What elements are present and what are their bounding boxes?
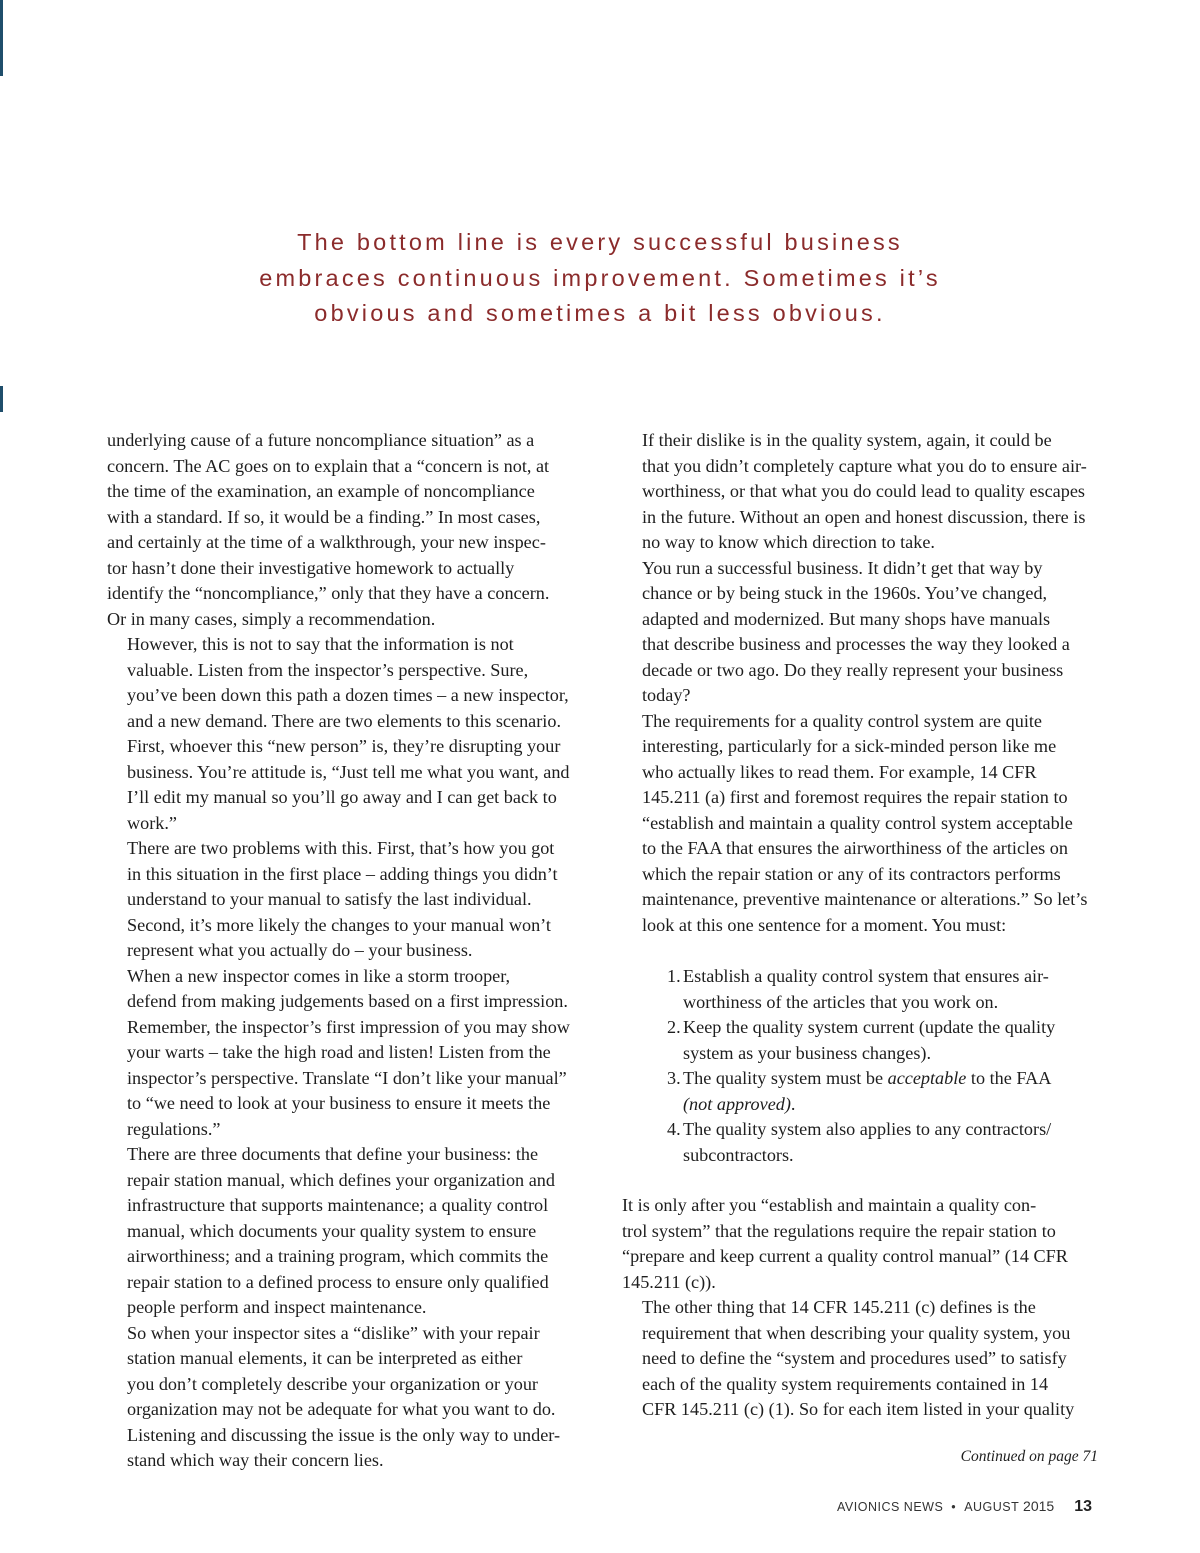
paragraph [107, 1321, 593, 1474]
text-line: the time of the examination, an example of noncompliance [107, 481, 535, 501]
text-line: “establish and maintain a quality control system acceptable [642, 812, 1073, 833]
paragraph [107, 632, 593, 836]
text-line: adapted and modernized. But many shops have manuals [642, 608, 1051, 629]
text-line: 145.211 (c)). [622, 1271, 716, 1292]
right-column [622, 428, 1108, 1423]
text-line: maintenance, preventive maintenance or alterations.” So let’s [642, 889, 1088, 909]
requirements-list [622, 964, 1108, 1168]
list-item: 4. The quality system also applies to any contractors/ subcontractors. [667, 1119, 1052, 1165]
text-line: manual, which documents your quality system to ensure [127, 1220, 537, 1241]
text-line: airworthiness; and a training program, which commits the [127, 1246, 549, 1266]
text-line: Remember, the inspector’s first impression of you may show [127, 1016, 570, 1037]
publication-name: AVIONICS NEWS [837, 1500, 944, 1514]
paragraph [107, 964, 593, 1143]
text-line: When a new inspector comes in like a storm trooper, [127, 965, 511, 986]
text-line: understand to your manual to satisfy the last individual. [127, 889, 532, 909]
text-line: repair station to a defined process to ensure only qualified [127, 1271, 549, 1292]
text-line: decade or two ago. Do they really represent your business [642, 659, 1064, 680]
text-line: station manual elements, it can be interpreted as either [127, 1348, 523, 1368]
text-line: Listening and discussing the issue is the only way to under- [127, 1424, 561, 1445]
text-line: regulations.” [127, 1118, 221, 1139]
text-line: interesting, particularly for a sick-minded person like me [642, 736, 1057, 756]
continued-note: Continued on page 71 [960, 1448, 1098, 1465]
text-line: infrastructure that supports maintenance; a quality control [127, 1195, 549, 1215]
list-item: 1. Establish a quality control system that ensures air- worthiness of the articles that you work on. [667, 966, 1049, 1012]
pull-quote-line: The bottom line is every successful business [297, 229, 903, 255]
text-line: no way to know which direction to take. [642, 532, 935, 552]
text-line: valuable. Listen from the inspector’s perspective. Sure, [127, 659, 529, 680]
text-line: worthiness, or that what you do could lead to quality escapes [642, 481, 1085, 501]
text-line: who actually likes to read them. For example, 14 CFR [642, 761, 1037, 782]
paragraph [622, 1193, 1108, 1295]
text-line: stand which way their concern lies. [127, 1450, 384, 1470]
text-line: organization may not be adequate for what you want to do. [127, 1399, 556, 1419]
list-item-number: 4. [667, 1119, 681, 1139]
text-line: business. You’re attitude is, “Just tell me what you want, and [127, 761, 570, 782]
edge-marker-middle [0, 386, 3, 412]
text-line: However, this is not to say that the information is not [127, 634, 514, 654]
paragraph [107, 428, 593, 632]
paragraph [107, 836, 593, 964]
text-line: that you didn’t completely capture what you do to ensure air- [642, 455, 1087, 476]
list-item: 2. Keep the quality system current (update the quality system as your business changes). [667, 1017, 1056, 1063]
issue-month: AUGUST [964, 1500, 1020, 1514]
text-line: You run a successful business. It didn’t get that way by [642, 557, 1043, 578]
paragraph [622, 428, 1108, 556]
pull-quote-line: obvious and sometimes a bit less obvious. [314, 300, 886, 326]
pull-quote-line: embraces continuous improvement. Sometimes it’s [259, 264, 941, 291]
text-line: inspector’s perspective. Translate “I don’t like your manual” [127, 1067, 567, 1088]
text-line: underlying cause of a future noncompliance situation” as a [107, 430, 535, 450]
text-line: Second, it’s more likely the changes to your manual won’t [127, 914, 551, 935]
text-line: look at this one sentence for a moment. You must: [642, 914, 1007, 935]
text-line: to “we need to look at your business to ensure it meets the [127, 1093, 551, 1113]
text-line: and certainly at the time of a walkthrough, your new inspec- [107, 532, 546, 552]
list-item-number: 3. [667, 1068, 681, 1088]
text-line: The requirements for a quality control system are quite [642, 710, 1042, 731]
page-number: 13 [1074, 1498, 1092, 1515]
text-line: that describe business and processes the way they looked a [642, 634, 1070, 654]
text-line: repair station manual, which defines your organization and [127, 1169, 555, 1190]
text-line: So when your inspector sites a “dislike” with your repair [127, 1322, 540, 1343]
text-line: trol system” that the regulations require the repair station to [622, 1220, 1056, 1241]
text-line: The other thing that 14 CFR 145.211 (c) defines is the [642, 1297, 1036, 1317]
edge-marker-top [0, 0, 3, 76]
pull-quote [240, 225, 960, 332]
text-line: There are three documents that define your business: the [127, 1144, 539, 1164]
bullet-separator: • [951, 1500, 957, 1514]
text-line: work.” [127, 812, 177, 833]
text-line: It is only after you “establish and maintain a quality con- [622, 1195, 1037, 1215]
paragraph [622, 556, 1108, 709]
text-line: your warts – take the high road and listen! Listen from the [127, 1042, 551, 1062]
text-line: defend from making judgements based on a first impression. [127, 991, 568, 1011]
list-item: 3. The quality system must be acceptable to the FAA (not approved). [667, 1068, 1052, 1114]
text-line: represent what you actually do – your business. [127, 940, 473, 960]
text-line: you’ve been down this path a dozen times – a new inspector, [127, 685, 569, 705]
text-line: I’ll edit my manual so you’ll go away and I can get back to [127, 787, 557, 807]
text-line: today? [642, 685, 691, 705]
list-item-number: 1. [667, 966, 681, 986]
text-line: “prepare and keep current a quality control manual” (14 CFR [622, 1246, 1068, 1266]
list-item-number: 2. [667, 1017, 681, 1037]
text-line: in this situation in the first place – adding things you didn’t [127, 863, 558, 884]
issue-year: 2015 [1023, 1498, 1055, 1514]
text-line: 145.211 (a) first and foremost requires the repair station to [642, 787, 1068, 807]
text-line: need to define the “system and procedures used” to satisfy [642, 1348, 1067, 1368]
text-line: and a new demand. There are two elements to this scenario. [127, 710, 561, 731]
text-line: to the FAA that ensures the airworthiness of the articles on [642, 838, 1068, 858]
text-line: identify the “noncompliance,” only that they have a concern. [107, 583, 550, 603]
text-line: There are two problems with this. First, that’s how you got [127, 838, 555, 858]
text-line: If their dislike is in the quality system, again, it could be [642, 430, 1052, 450]
text-line: you don’t completely describe your organization or your [127, 1373, 538, 1394]
text-line: CFR 145.211 (c) (1). So for each item listed in your quality [642, 1399, 1075, 1419]
text-line: requirement that when describing your quality system, you [642, 1322, 1071, 1343]
paragraph [622, 709, 1108, 939]
text-line: Or in many cases, simply a recommendation. [107, 608, 436, 629]
text-line: with a standard. If so, it would be a finding.” In most cases, [107, 506, 541, 527]
paragraph [107, 1142, 593, 1321]
text-line: tor hasn’t done their investigative homework to actually [107, 557, 515, 578]
text-line: which the repair station or any of its contractors performs [642, 863, 1061, 884]
paragraph [622, 1295, 1108, 1423]
text-line: chance or by being stuck in the 1960s. You’ve changed, [642, 583, 1048, 603]
left-column [107, 428, 593, 1474]
text-line: in the future. Without an open and honest discussion, there is [642, 506, 1086, 527]
text-line: people perform and inspect maintenance. [127, 1297, 427, 1317]
text-line: each of the quality system requirements contained in 14 [642, 1373, 1049, 1394]
text-line: First, whoever this “new person” is, they’re disrupting your [127, 736, 561, 756]
page-footer [700, 1498, 1092, 1516]
text-line: concern. The AC goes on to explain that a “concern is not, at [107, 455, 550, 476]
